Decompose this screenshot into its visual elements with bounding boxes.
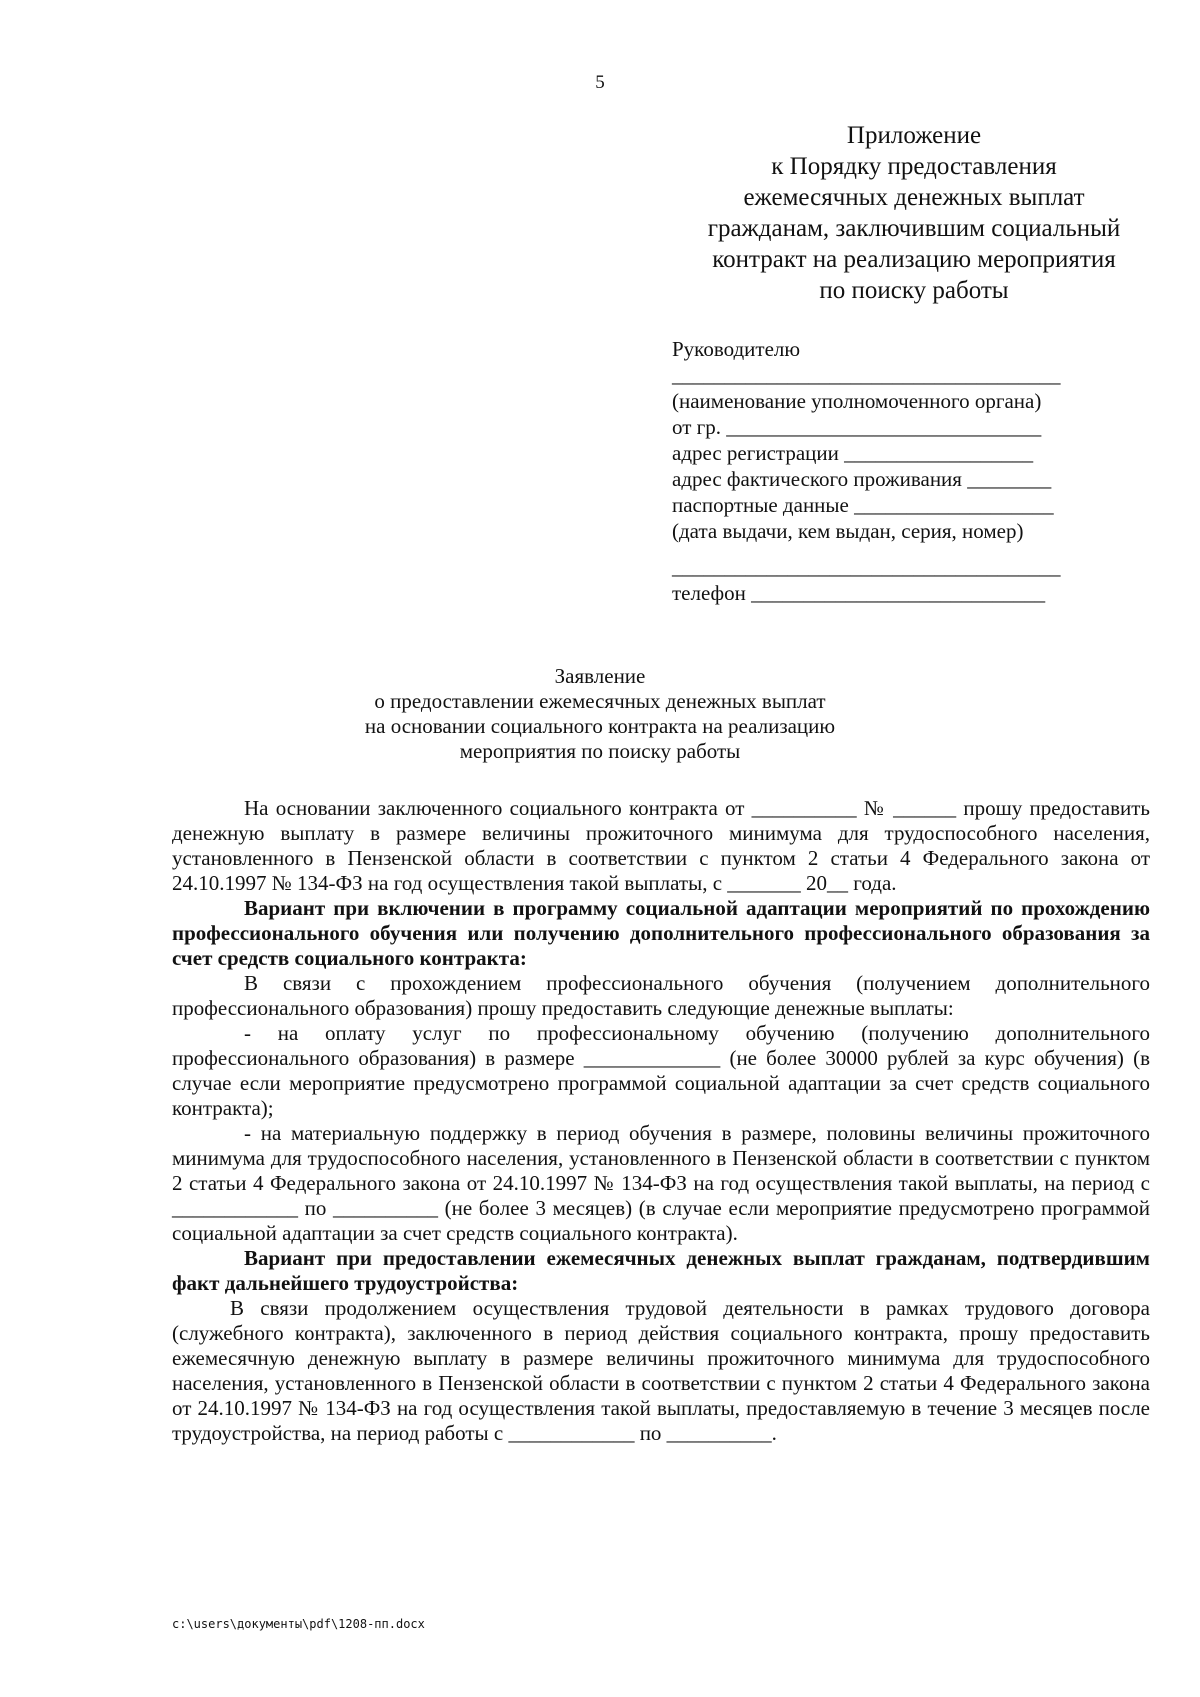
appendix-block: [664, 120, 1164, 306]
appendix-line: Приложение: [846, 122, 982, 149]
paragraph-variant-employment: Вариант при предоставлении ежемесячных денежных выплат гражданам, подтвердившим факт дальнейшего трудоустройства:: [172, 1246, 1150, 1295]
appendix-line: к Порядку предоставления: [771, 153, 1057, 180]
paragraph-training-payment: - на оплату услуг по профессиональному обучению (получению дополнительного профессионального образования) в размере _____________ (не более 30000 рублей за курс обучения) (в случае если мероприятие предусмотрено программой социальной адаптации за счет средств социального контракта);: [172, 1021, 1150, 1120]
recipient-org-caption: (наименование уполномоченного органа): [672, 389, 1042, 413]
paragraph-employment-request: В связи продолжением осуществления трудовой деятельности в рамках трудового договора (служебного контракта), заключенного в период действия социального контракта, прошу предоставить ежемесячную денежную выплату в размере величины прожиточного минимума для трудоспособного населения, установленного в Пензенской области в соответствии с пунктом 2 статьи 4 Федерального закона от 24.10.1997 № 134-ФЗ на год осуществления такой выплаты, предоставляемую в течение 3 месяцев после трудоустройства, на период работы с ____________ по __________.: [172, 1296, 1150, 1445]
heading-line: о предоставлении ежемесячных денежных выплат: [374, 689, 826, 713]
heading-title: Заявление: [554, 664, 646, 688]
appendix-line: контракт на реализацию мероприятия: [712, 246, 1116, 273]
heading-line: мероприятия по поиску работы: [459, 739, 741, 763]
paragraph-variant-training: Вариант при включении в программу социальной адаптации мероприятий по прохождению профессионального обучения или получению дополнительного профессионального образования за счет средств социального контракта:: [172, 896, 1150, 970]
recipient-extra-line: _____________________________________: [672, 555, 1061, 579]
heading-line: на основании социального контракта на реализацию: [364, 714, 836, 738]
recipient-passport-caption: (дата выдачи, кем выдан, серия, номер): [672, 519, 1024, 543]
recipient-org-line: _____________________________________: [672, 363, 1061, 387]
recipient-reg-address-field: адрес регистрации __________________: [672, 441, 1034, 465]
recipient-actual-address-field: адрес фактического проживания ________: [672, 467, 1052, 491]
recipient-from-field: от гр. ______________________________: [672, 415, 1042, 439]
paragraph-material-support: - на материальную поддержку в период обучения в размере, половины величины прожиточного минимума для трудоспособного населения, установленного в Пензенской области в соответствии с пунктом 2 статьи 4 Федерального закона от 24.10.1997 № 134-ФЗ на год осуществления такой выплаты, на период с ____________ по __________ (не более 3 месяцев) (в случае если мероприятие предусмотрено программой социальной адаптации за счет средств социального контракта).: [172, 1121, 1150, 1245]
appendix-line: ежемесячных денежных выплат: [743, 184, 1085, 211]
recipient-phone-field: телефон ____________________________: [672, 581, 1046, 605]
paragraph-training-intro: В связи с прохождением профессионального обучения (получением дополнительного профессионального образования) прошу предоставить следующие денежные выплаты:: [172, 971, 1150, 1020]
file-path-footer: c:\users\документы\pdf\1208-пп.docx: [172, 1617, 425, 1631]
appendix-line: гражданам, заключившим социальный: [707, 215, 1121, 242]
paragraph-request: На основании заключенного социального контракта от __________ № ______ прошу предоставить денежную выплату в размере величины прожиточного минимума для трудоспособного населения, установленного в Пензенской области в соответствии с пунктом 2 статьи 4 Федерального закона от 24.10.1997 № 134-ФЗ на год осуществления такой выплаты, с _______ 20__ года.: [172, 796, 1150, 895]
page-number: 5: [595, 72, 605, 93]
recipient-to: Руководителю: [672, 337, 801, 361]
recipient-passport-field: паспортные данные ___________________: [672, 493, 1054, 517]
document-body: [172, 796, 1150, 1446]
document-heading: [0, 664, 1200, 764]
recipient-block: [672, 336, 1142, 606]
appendix-line: по поиску работы: [819, 277, 1009, 304]
